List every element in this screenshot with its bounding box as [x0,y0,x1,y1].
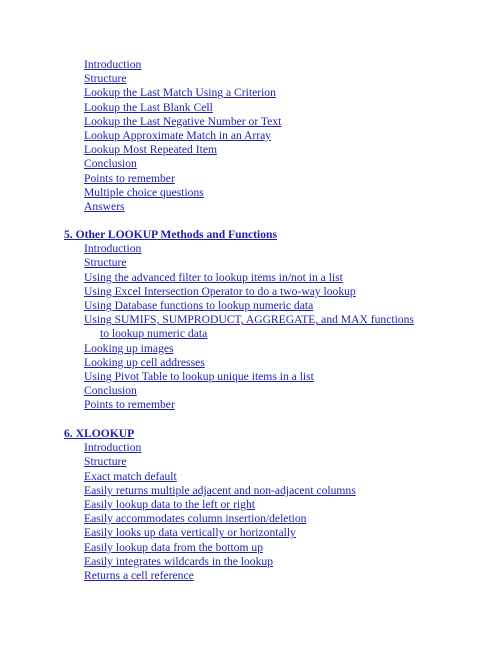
toc-chapter-5 [0,228,500,413]
toc-link-answers[interactable]: Answers [84,200,125,214]
toc-link-last-match-criterion[interactable]: Lookup the Last Match Using a Criterion [84,86,276,100]
toc-link-multiple-choice-questions[interactable]: Multiple choice questions [84,185,204,199]
toc-link-approximate-match[interactable]: Lookup Approximate Match in an Array [84,129,272,143]
toc-chapter-6 [0,427,500,583]
toc-link-intersection-operator[interactable]: Using Excel Intersection Operator to do a two-way lookup [84,284,356,298]
toc-link-line-1: Using SUMIFS, SUMPRODUCT, AGGREGATE, and MAX functions [84,313,414,327]
toc-link-cell-reference[interactable]: Returns a cell reference [84,569,194,583]
toc-link-introduction[interactable]: Introduction [84,58,142,71]
toc-section-4 [0,58,500,214]
toc-link-line-2: to lookup numeric data [100,327,208,341]
toc-link-multiple-columns[interactable]: Easily returns multiple adjacent and non-adjacent columns [84,483,356,497]
toc-link-points-to-remember[interactable]: Points to remember [84,398,175,412]
toc-link-introduction[interactable]: Introduction [84,242,142,256]
toc-link-vertically-horizontally[interactable]: Easily looks up data vertically or horizontally [84,526,296,540]
toc-link-bottom-up[interactable]: Easily lookup data from the bottom up [84,540,264,554]
chapter-5-title-link[interactable]: 5. Other LOOKUP Methods and Functions [64,228,278,241]
toc-link-column-insertion[interactable]: Easily accommodates column insertion/deletion [84,512,307,526]
toc-link-pivot-table[interactable]: Using Pivot Table to lookup unique items in a list [84,370,314,384]
chapter-6-title-link[interactable]: 6. XLOOKUP [64,427,135,440]
toc-link-last-blank-cell[interactable]: Lookup the Last Blank Cell [84,100,213,114]
toc-link-left-or-right[interactable]: Easily lookup data to the left or right [84,498,255,512]
toc-link-introduction[interactable]: Introduction [84,441,142,455]
toc-link-conclusion[interactable]: Conclusion [84,157,137,171]
toc-link-points-to-remember[interactable]: Points to remember [84,171,175,185]
toc-link-advanced-filter[interactable]: Using the advanced filter to lookup items in/not in a list [84,270,343,284]
toc-link-structure[interactable]: Structure [84,256,127,270]
toc-link-sumifs-sumproduct[interactable] [0,313,444,341]
toc-link-looking-up-images[interactable]: Looking up images [84,341,174,355]
toc-link-looking-up-cell-addresses[interactable]: Looking up cell addresses [84,355,205,369]
toc-link-database-functions[interactable]: Using Database functions to lookup numeric data [84,299,314,313]
toc-link-conclusion[interactable]: Conclusion [84,384,137,398]
toc-link-wildcards[interactable]: Easily integrates wildcards in the lookup [84,554,273,568]
toc-link-last-negative-number[interactable]: Lookup the Last Negative Number or Text [84,114,282,128]
toc-link-structure[interactable]: Structure [84,455,127,469]
toc-link-structure[interactable]: Structure [84,72,127,86]
toc-link-most-repeated-item[interactable]: Lookup Most Repeated Item [84,143,217,157]
toc-link-exact-match-default[interactable]: Exact match default [84,469,177,483]
